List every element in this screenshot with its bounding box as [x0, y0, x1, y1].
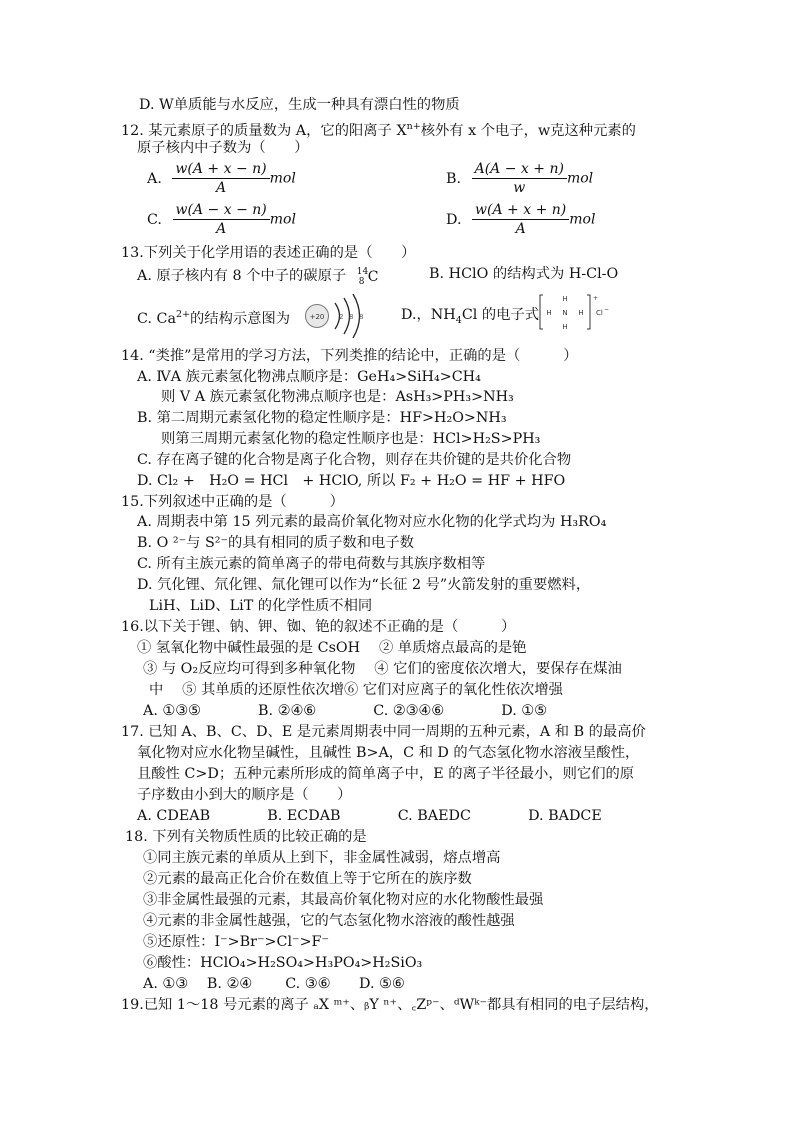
q13-option-d-b: Cl 的电子式 — [461, 307, 540, 323]
chloride-charge: − — [604, 306, 610, 313]
q15-option-c: C. 所有主族元素的简单离子的带电荷数与其族序数相等 — [137, 556, 486, 572]
q18-item: ④元素的非金属性越强，它的气态氢化物水溶液的酸性越强 — [143, 913, 515, 929]
q18-item: ⑤还原性：I⁻>Br⁻>Cl⁻>F⁻ — [143, 934, 330, 950]
q13-option-d-sub: 4 — [455, 314, 462, 326]
q15-option-a: A. 周期表中第 15 列元素的最高价氧化物对应水化物的化学式均为 H₃RO₄ — [137, 514, 607, 530]
q12-stem-sup: n+ — [406, 121, 421, 132]
ca-shell-count-1: 2 — [339, 313, 344, 321]
q13-nuclide-mass: 14 — [356, 267, 369, 277]
ca-ion-structure-diagram — [302, 294, 376, 338]
chloride-symbol: Cl — [596, 309, 603, 317]
q16-line2: ③ 与 O₂反应均可得到多种氧化物 ④ 它们的密度依次增大，要保存在煤油 — [143, 661, 622, 677]
q12-option-d-num: w(A + x + n) — [472, 201, 569, 220]
q12-option-d — [446, 201, 595, 238]
left-bracket — [540, 295, 543, 329]
q12-stem-line2: 原子核内中子数为（ ） — [137, 140, 309, 156]
q18-options: A. ①③ B. ②④ C. ③⑥ D. ⑤⑥ — [143, 976, 405, 992]
q12-option-b-den: w — [513, 180, 526, 196]
ca-shell-count-3: 8 — [359, 313, 364, 321]
q18-item: ③非金属性最强的元素，其最高价氧化物对应的水化物酸性最强 — [143, 892, 544, 908]
q13-nuclide-symbol: C — [367, 269, 379, 285]
q12-option-a-fraction — [172, 160, 269, 197]
q12-option-a-den: A — [215, 180, 227, 196]
q14-option-d: D. Cl₂ + H₂O = HCl + HClO, 所以 F₂ + H₂O = HF + HFO — [137, 473, 566, 489]
q15-stem: 15.下列叙述中正确的是（ ） — [121, 494, 344, 510]
q13-option-c-a: C. Ca — [137, 310, 176, 327]
q13-option-d-a: D.，NH — [401, 307, 456, 323]
q12-option-c-fraction — [173, 201, 270, 238]
q12-option-a — [147, 160, 296, 197]
ca-shell-count-2: 8 — [349, 313, 354, 321]
ca-nucleus-charge: +20 — [309, 313, 325, 321]
q14-option-a-line1: A. ⅣA 族元素氢化物沸点顺序是：GeH₄>SiH₄>CH₄ — [137, 369, 481, 385]
q12-option-d-fraction — [472, 201, 569, 238]
q18-stem: 18. 下列有关物质性质的比较正确的是 — [125, 829, 367, 845]
ammonium-h-bottom: H — [562, 323, 568, 331]
q12-stem-a: 12. 某元素原子的质量数为 A，它的阳离子 X — [121, 122, 407, 139]
q13-stem: 13.下列关于化学用语的表述正确的是（ ） — [121, 245, 416, 261]
ammonium-n: N — [562, 309, 568, 317]
q12-option-a-unit: mol — [269, 170, 296, 187]
q17-line4: 子序数由小到大的顺序是（ ） — [137, 787, 352, 803]
ammonium-h-left: H — [546, 309, 552, 317]
q12-stem-b: 核外有 x 个电子，w克这种元素的 — [420, 122, 636, 139]
q12-option-b — [446, 160, 593, 197]
q12-option-b-num: A(A − x + n) — [472, 160, 567, 179]
q13-option-c-b: 的结构示意图为 — [190, 310, 291, 327]
q13-option-b: B. HClO 的结构式为 H-Cl-O — [429, 266, 619, 282]
q17-line2: 氧化物对应水化物呈碱性，且碱性 B>A，C 和 D 的气态氢化物水溶液呈酸性， — [137, 745, 640, 761]
q14-option-b-line2: 则第三周期元素氢化物的稳定性顺序也是：HCl>H₂S>PH₃ — [161, 431, 541, 447]
q17-line1: 17. 已知 A、B、C、D、E 是元素周期表中同一周期的五种元素，A 和 B 的最高价 — [121, 724, 646, 740]
q12-option-d-den: A — [515, 221, 526, 237]
ammonium-h-top: H — [562, 295, 568, 303]
q13-option-a-text: A. 原子核内有 8 个中子的碳原子 — [137, 268, 347, 284]
q14-option-b-line1: B. 第二周期元素氢化物的稳定性顺序是：HF>H₂O>NH₃ — [137, 410, 507, 426]
q13-option-d — [401, 306, 539, 330]
q14-stem: 14. “类推”是常用的学习方法，下列类推的结论中，正确的是（ ） — [121, 348, 578, 364]
q12-option-c-label: C. — [147, 211, 162, 228]
q14-option-c: C. 存在离子键的化合物是离子化合物，则存在共价键的是共价化合物 — [137, 452, 572, 468]
q12-option-a-num: w(A + x − n) — [172, 160, 269, 179]
q15-option-b: B. O ²⁻与 S²⁻的具有相同的质子数和电子数 — [137, 535, 414, 551]
q11-option-d: D. W单质能与水反应，生成一种具有漂白性的物质 — [139, 97, 460, 113]
ammonium-charge: + — [593, 295, 599, 302]
q12-option-c-den: A — [216, 221, 227, 237]
q15-option-d-line1: D. 氕化锂、氘化锂、氚化锂可以作为“长征 2 号”火箭发射的重要燃料， — [137, 577, 591, 593]
q13-option-a — [137, 265, 385, 287]
q12-option-c-unit: mol — [269, 211, 296, 228]
q16-stem: 16.以下关于锂、钠、钾、铷、铯的叙述不正确的是（ ） — [121, 619, 516, 635]
q13-option-c-sup: 2+ — [175, 309, 190, 320]
q16-line1: ① 氢氧化物中碱性最强的是 CsOH ② 单质熔点最高的是铯 — [137, 640, 527, 656]
q12-option-d-unit: mol — [569, 211, 596, 228]
q16-line3: 中 ⑤ 其单质的还原性依次增⑥ 它们对应离子的氧化性依次增强 — [149, 682, 563, 698]
q19-stem: 19.已知 1～18 号元素的离子 ₐX ᵐ⁺、ᵦY ⁿ⁺、꜀Zᵖ⁻、ᵈWᵏ⁻都具有相同的电子层结构， — [121, 997, 659, 1013]
q13-nuclide-z: 8 — [358, 277, 365, 287]
q12-option-b-label: B. — [446, 170, 462, 187]
q16-options: A. ①③⑤ B. ②④⑥ C. ②③④⑥ D. ①⑤ — [143, 703, 547, 719]
q12-option-b-unit: mol — [566, 170, 594, 187]
q12-option-c — [147, 201, 296, 238]
q18-item: ①同主族元素的单质从上到下，非金属性减弱，熔点增高 — [143, 850, 501, 866]
nh4cl-electron-formula — [538, 292, 618, 334]
q12-option-d-label: D. — [446, 211, 462, 228]
q13-nuclide — [357, 265, 385, 287]
q12-option-b-fraction — [472, 160, 567, 197]
q17-line3: 且酸性 C>D；五种元素所形成的简单离子中，E 的离子半径最小，则它们的原 — [137, 766, 635, 782]
q13-option-c — [137, 306, 290, 328]
q12-stem — [121, 118, 636, 140]
q17-options: A. CDEAB B. ECDAB C. BAEDC D. BADCE — [137, 808, 602, 824]
q14-option-a-line2: 则 V A 族元素氢化物沸点顺序也是：AsH₃>PH₃>NH₃ — [161, 389, 514, 405]
q12-option-c-num: w(A − x − n) — [173, 201, 270, 220]
ammonium-h-right: H — [578, 309, 584, 317]
q12-option-a-label: A. — [147, 170, 162, 187]
q18-item: ②元素的最高正化合价在数值上等于它所在的族序数 — [143, 871, 472, 887]
right-bracket — [587, 295, 590, 329]
q18-item: ⑥酸性：HClO₄>H₂SO₄>H₃PO₄>H₂SiO₃ — [143, 955, 423, 971]
q15-option-d-line2: LiH、LiD、LiT 的化学性质不相同 — [149, 598, 373, 614]
